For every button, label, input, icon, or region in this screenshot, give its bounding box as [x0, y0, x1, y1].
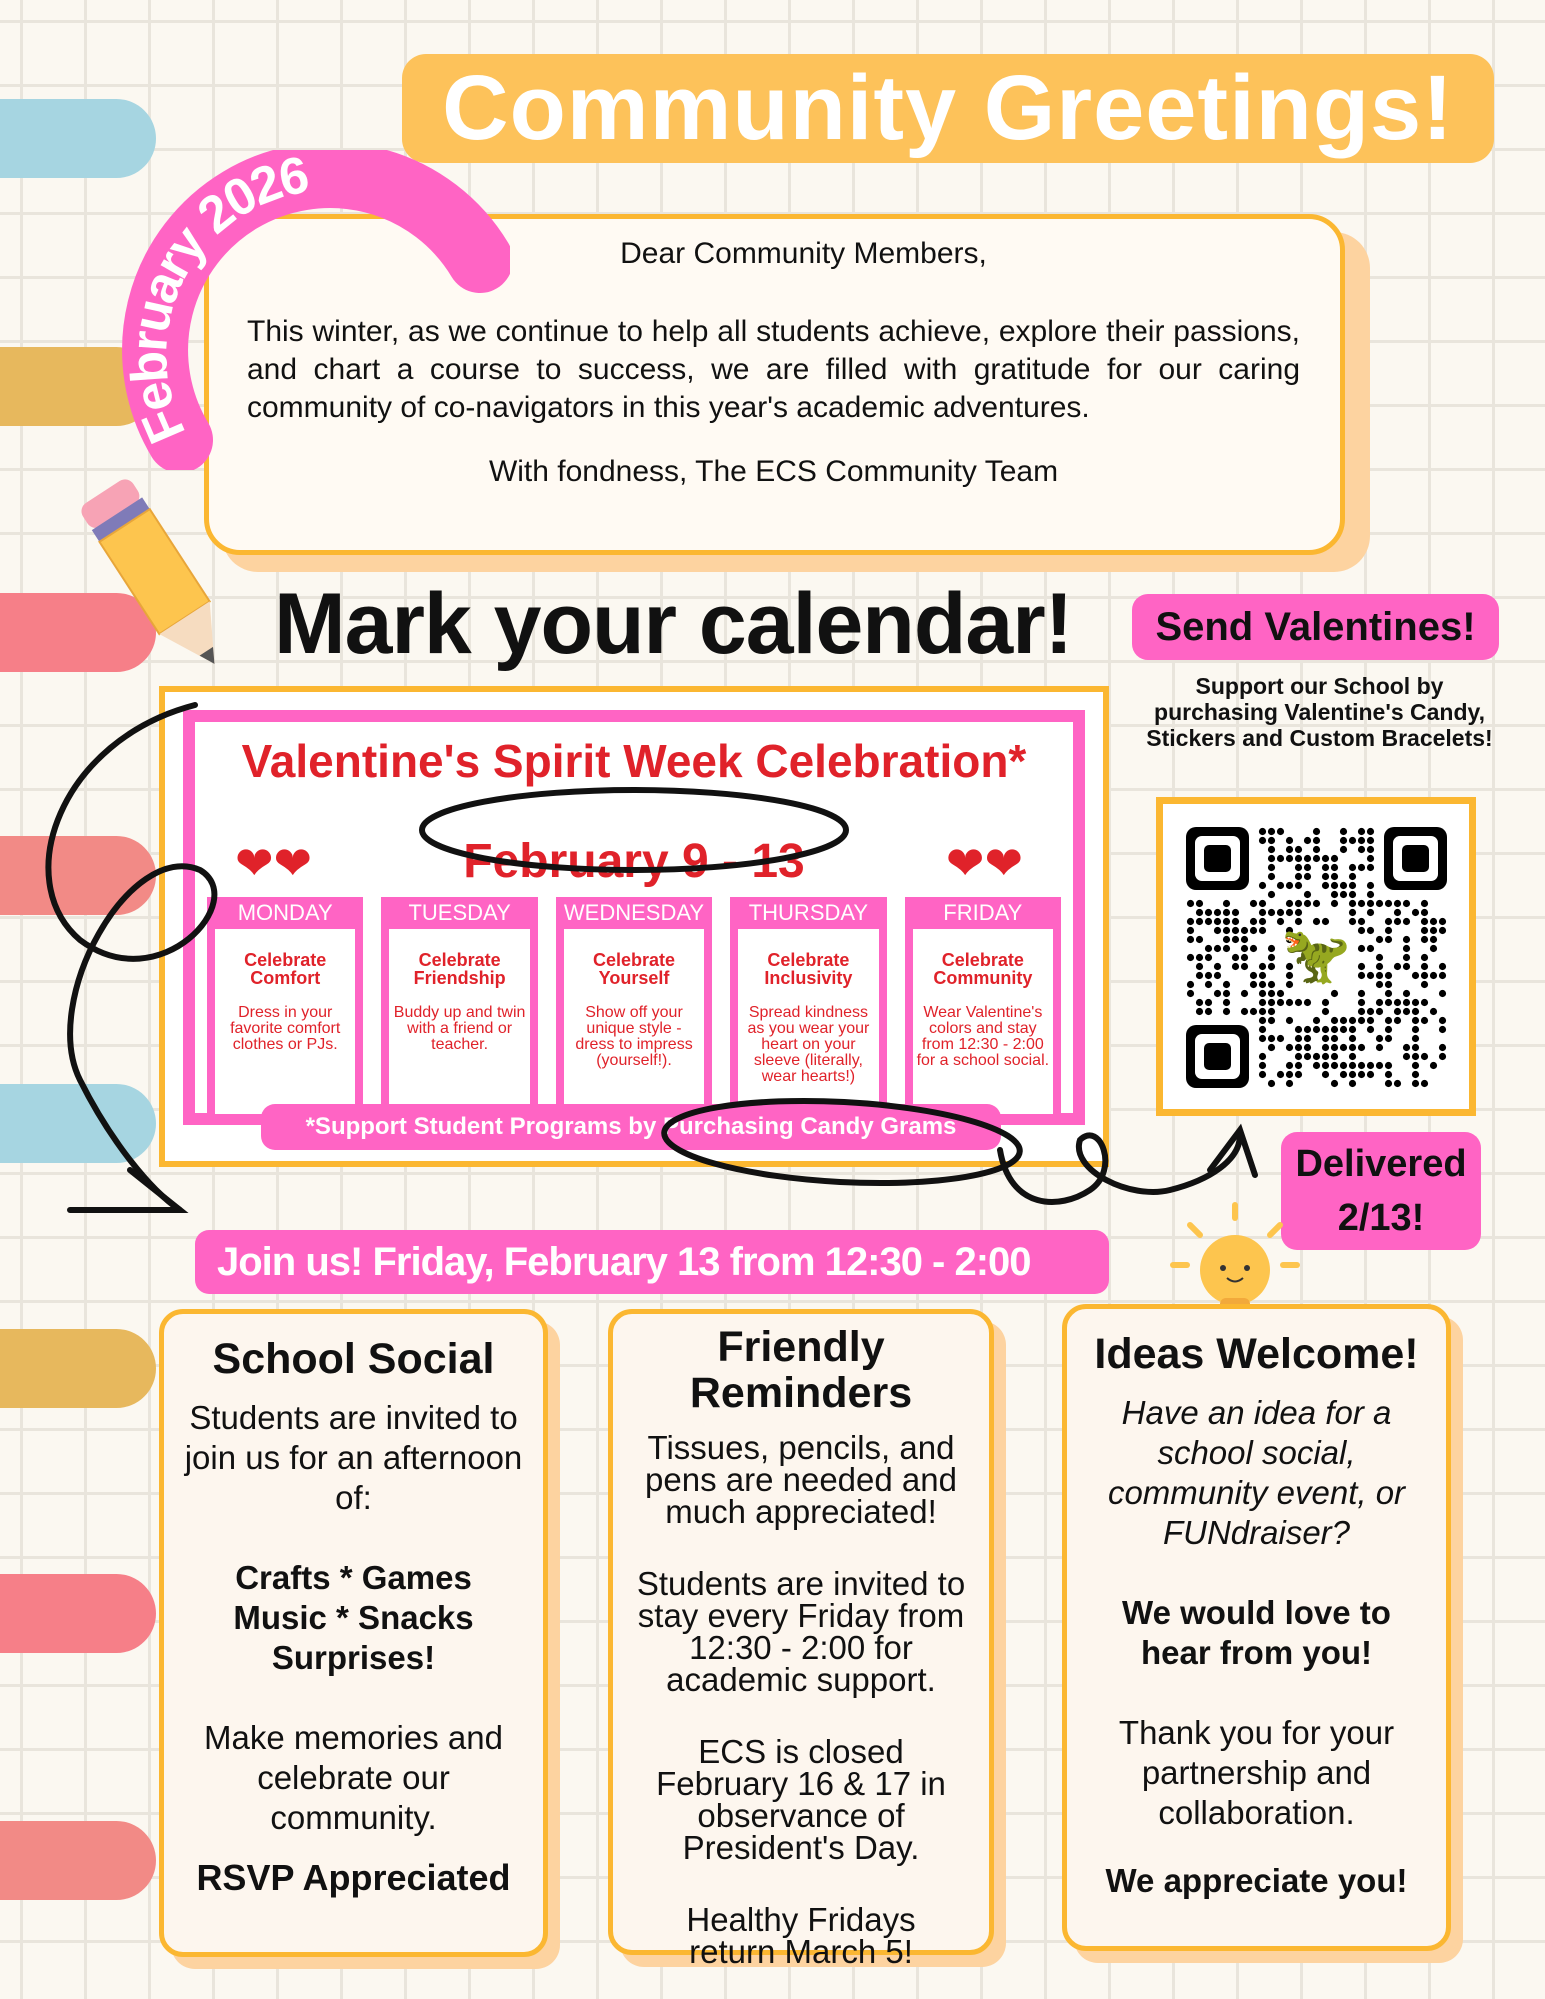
pencil-icon [75, 465, 245, 695]
day-desc: Spread kindness as you wear your heart on your sleeve (literally, wear hearts!) [747, 1004, 870, 1085]
side-tab [0, 836, 156, 915]
month-badge-text: February 2026 [119, 150, 314, 452]
card-list-item: Music * Snacks [233, 1599, 474, 1636]
svg-text:February 2026 [120, 150, 314, 451]
card-text: We would love to hear from you! [1122, 1594, 1391, 1671]
spirit-week-dates: February 9 - 13 [463, 835, 805, 888]
ideas-card [1062, 1304, 1451, 1951]
qr-code-image [1163, 804, 1469, 1109]
day-desc: Dress in your favorite comfort clothes or PJs. [230, 1004, 341, 1053]
hearts-icon: ❤❤ [235, 837, 313, 889]
delivered-line1: Delivered [1295, 1143, 1467, 1185]
card-title: Friendly Reminders [689, 1323, 913, 1417]
card-text: Thank you for your partnership and collaboration. [1118, 1714, 1395, 1831]
letter-body: This winter, as we continue to help all students achieve, explore their passions, and chart a course to success, we are filled with gratitude for our caring community of co-navigators in this year's academic adventures. [247, 315, 1300, 424]
day-theme: Celebrate Yourself [592, 950, 676, 988]
day-theme: Celebrate Community [933, 950, 1033, 988]
school-social-card [159, 1309, 548, 1957]
day-name: MONDAY [215, 897, 355, 929]
month-badge [110, 150, 510, 470]
day-tuesday [381, 897, 537, 1122]
day-name: WEDNESDAY [564, 897, 704, 929]
card-text: Healthy Fridays return March 5! [686, 1901, 916, 1970]
delivered-badge [1281, 1132, 1481, 1250]
card-list-item: Crafts * Games [235, 1559, 472, 1596]
dino-icon: 🦖 [1281, 923, 1351, 986]
day-monday [207, 897, 363, 1122]
card-text: We appreciate you! [1105, 1862, 1408, 1899]
day-friday [905, 897, 1061, 1122]
card-title: School Social [212, 1335, 495, 1383]
spirit-week-flyer [159, 686, 1109, 1167]
day-wednesday [556, 897, 712, 1122]
card-text: Have an idea for a school social, community event, or FUNdraiser? [1107, 1394, 1406, 1551]
day-theme: Celebrate Comfort [244, 950, 327, 988]
day-name: THURSDAY [738, 897, 878, 929]
days-row [207, 897, 1061, 1122]
day-thursday [730, 897, 886, 1122]
side-tab [0, 1821, 156, 1900]
page-title: Community Greetings! [402, 54, 1494, 163]
qr-code[interactable] [1156, 797, 1476, 1116]
day-name: TUESDAY [389, 897, 529, 929]
day-theme: Celebrate Friendship [413, 950, 506, 988]
side-tab [0, 1574, 156, 1653]
card-title: Ideas Welcome! [1094, 1330, 1419, 1378]
delivered-line2: 2/13! [1337, 1197, 1425, 1239]
card-text: Make memories and celebrate our community. [204, 1719, 503, 1836]
card-text: ECS is closed February 16 & 17 in observance of President's Day. [656, 1733, 946, 1866]
day-desc: Wear Valentine's colors and stay from 12:30 - 2:00 for a school social. [916, 1004, 1050, 1069]
valentines-text: Support our School by purchasing Valentine's Candy, Stickers and Custom Bracelets! [1146, 673, 1493, 751]
day-name: FRIDAY [913, 897, 1053, 929]
letter-greeting: Dear Community Members, [620, 237, 987, 270]
day-desc: Show off your unique style - dress to impress (yourself!). [575, 1004, 693, 1069]
calendar-heading: Mark your calendar! [274, 576, 1073, 672]
reminders-card [608, 1309, 994, 1970]
hearts-icon: ❤❤ [945, 837, 1023, 889]
spirit-week-title: Valentine's Spirit Week Celebration* [241, 735, 1027, 787]
letter-signoff: With fondness, The ECS Community Team [488, 455, 1059, 488]
side-tab [0, 1084, 156, 1163]
card-text: Students are invited to stay every Friday from 12:30 - 2:00 for academic support. [636, 1565, 966, 1698]
card-text: Students are invited to join us for an afternoon of: [184, 1399, 523, 1516]
rsvp-text: RSVP Appreciated [196, 1857, 511, 1898]
join-banner: Join us! Friday, February 13 from 12:30 - 2:00 [195, 1230, 1109, 1294]
spirit-week-footer: *Support Student Programs by Purchasing Candy Grams [261, 1104, 1001, 1150]
send-valentines-badge: Send Valentines! [1132, 594, 1499, 660]
card-text: Tissues, pencils, and pens are needed and much appreciated! [645, 1429, 957, 1530]
day-theme: Celebrate Inclusivity [764, 950, 853, 988]
side-tab [0, 1329, 156, 1408]
day-desc: Buddy up and twin with a friend or teacher. [393, 1004, 526, 1053]
card-list-item: Surprises! [271, 1639, 436, 1676]
